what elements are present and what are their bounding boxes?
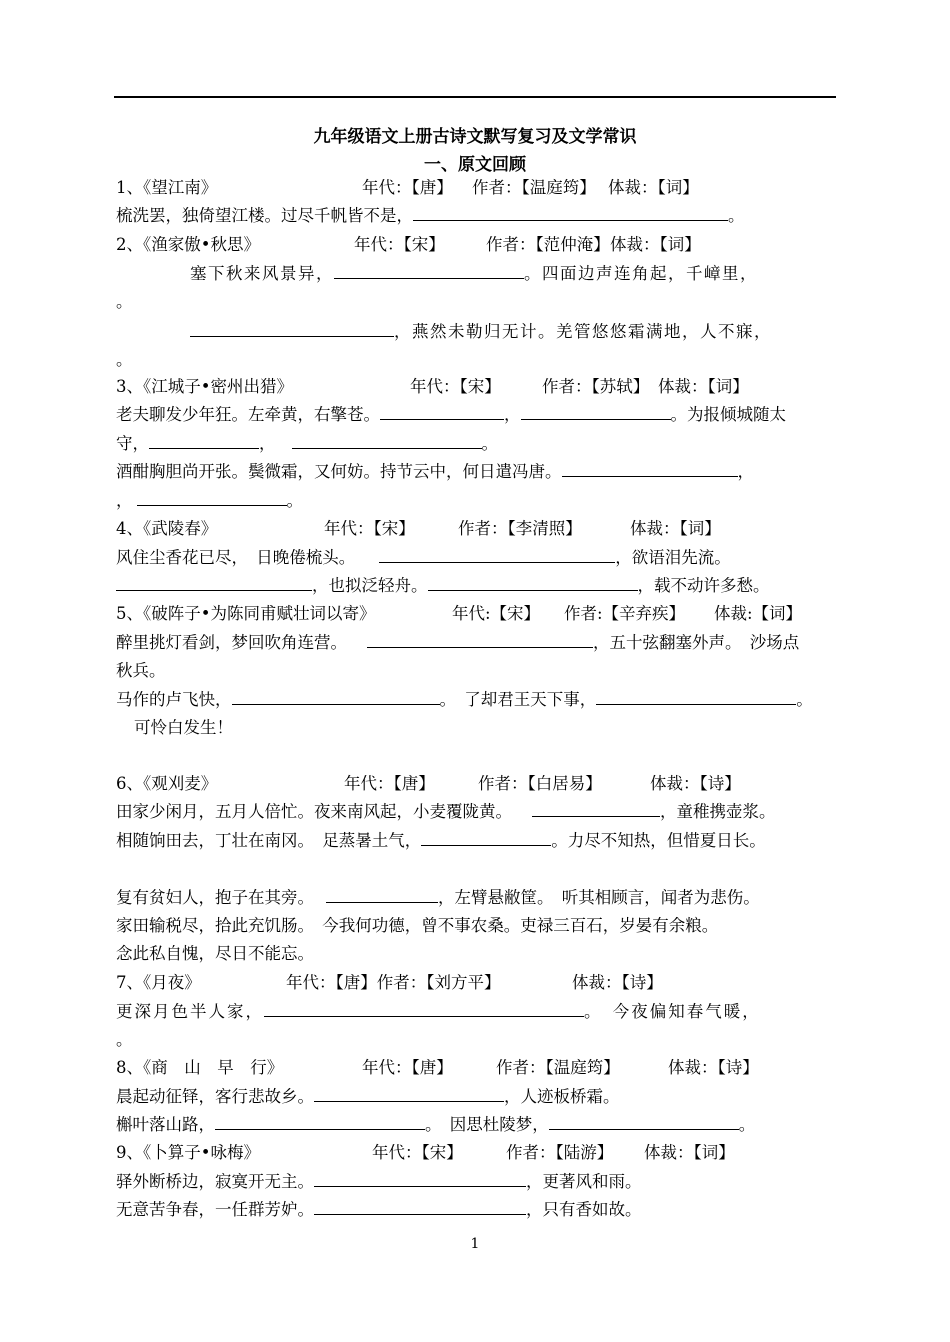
poem-title: 4、《武陵春》 bbox=[116, 519, 218, 538]
poem-author: 作者：【苏轼】 bbox=[542, 377, 650, 396]
poem-heading-7 bbox=[116, 973, 663, 993]
verse-line: 守， ， 。 bbox=[116, 434, 498, 453]
poem-title: 7、《月夜》 bbox=[116, 973, 201, 992]
verse-line: 复有贫妇人，抱子在其旁。 ，左臂悬敝筐。 听其相顾言，闻者为悲伤。 bbox=[116, 888, 760, 907]
poem-genre: 体裁：【诗】 bbox=[668, 1058, 759, 1077]
poem-era: 年代：【宋】 bbox=[410, 377, 501, 396]
poem-genre: 体裁：【词】 bbox=[644, 1143, 735, 1162]
verse-line: 相随饷田去，丁壮在南冈。 足蒸暑土气， 。力尽不知热，但惜夏日长。 bbox=[116, 831, 766, 850]
section-heading: 一、原文回顾 bbox=[424, 155, 526, 175]
verse-line: 马作的卢飞快， 。 了却君王天下事， 。 bbox=[116, 690, 813, 709]
poem-genre: 体裁:【词】 bbox=[714, 604, 803, 623]
verse-line: 酒酣胸胆尚开张。鬓微霜，又何妨。持节云中，何日遣冯唐。 ， bbox=[116, 462, 754, 481]
verse-line: 无意苦争春，一任群芳妒。 ，只有香如故。 bbox=[116, 1200, 642, 1219]
poem-heading-5 bbox=[116, 604, 802, 624]
blank-field[interactable] bbox=[532, 802, 660, 817]
verse-line: 更深月色半人家， 。 今夜偏知春气暖， bbox=[116, 1002, 761, 1021]
verse-line: 醉里挑灯看剑，梦回吹角连营。 ，五十弦翻塞外声。 沙场点 bbox=[116, 633, 800, 652]
blank-field[interactable] bbox=[428, 576, 638, 591]
poem-heading-3 bbox=[116, 377, 749, 397]
blank-field[interactable] bbox=[334, 264, 524, 279]
blank-field[interactable] bbox=[264, 1002, 584, 1017]
verse-line: 槲叶落山路， 。 因思杜陵梦， 。 bbox=[116, 1115, 756, 1134]
verse-line: 可怜白发生！ bbox=[134, 718, 233, 737]
verse-line: ， 。 bbox=[116, 491, 303, 510]
page-number: 1 bbox=[470, 1236, 480, 1252]
blank-field[interactable] bbox=[549, 1115, 739, 1130]
poem-era: 年代:【宋】 bbox=[452, 604, 541, 623]
poem-author: 作者：【温庭筠】 bbox=[496, 1058, 620, 1077]
verse-line: 。 bbox=[116, 1030, 133, 1049]
blank-field[interactable] bbox=[215, 1115, 425, 1130]
blank-field[interactable] bbox=[380, 405, 504, 420]
blank-field[interactable] bbox=[326, 888, 438, 903]
verse-line: 风住尘香花已尽， 日晚倦梳头。 ，欲语泪先流。 bbox=[116, 548, 731, 567]
verse-line: 塞下秋来风景异， 。四面边声连角起，千嶂里， bbox=[190, 264, 758, 283]
blank-field[interactable] bbox=[190, 322, 394, 337]
verse-line: ，燕然未勒归无计。羌管悠悠霜满地，人不寐， bbox=[190, 322, 772, 342]
poem-author: 作者:【辛弃疾】 bbox=[564, 604, 686, 623]
poem-era: 年代：【唐】 bbox=[362, 178, 453, 197]
poem-title: 2、《渔家傲•秋思》 bbox=[116, 235, 260, 254]
poem-heading-9 bbox=[116, 1143, 735, 1163]
poem-genre: 体裁：【词】 bbox=[630, 519, 721, 538]
poem-title: 9、《卜算子•咏梅》 bbox=[116, 1143, 260, 1162]
verse-line: 家田输税尽，拾此充饥肠。 今我何功德，曾不事农桑。吏禄三百石，岁晏有余粮。 bbox=[116, 916, 719, 935]
verse-line: 梳洗罢，独倚望江楼。过尽千帆皆不是， 。 bbox=[116, 206, 745, 225]
blank-field[interactable] bbox=[232, 690, 440, 705]
blank-field[interactable] bbox=[562, 462, 738, 477]
verse-line: 晨起动征铎，客行悲故乡。 ，人迹板桥霜。 bbox=[116, 1087, 620, 1106]
blank-field[interactable] bbox=[314, 1172, 526, 1187]
blank-field[interactable] bbox=[137, 491, 287, 506]
poem-author: 作者：【李清照】 bbox=[458, 519, 582, 538]
verse-line: 老夫聊发少年狂。左牵黄，右擎苍。 ， 。为报倾城随太 bbox=[116, 405, 786, 424]
verse-line: 。 bbox=[116, 292, 133, 311]
blank-field[interactable] bbox=[421, 831, 551, 846]
document-title: 九年级语文上册古诗文默写复习及文学常识 bbox=[313, 127, 637, 147]
poem-title: 6、《观刈麦》 bbox=[116, 774, 218, 793]
verse-line: ，也拟泛轻舟。 ，载不动许多愁。 bbox=[116, 576, 770, 596]
poem-genre: 体裁：【词】 bbox=[658, 377, 749, 396]
poem-genre: 体裁：【词】 bbox=[610, 235, 701, 254]
poem-genre: 体裁：【诗】 bbox=[572, 973, 663, 992]
blank-field[interactable] bbox=[314, 1200, 526, 1215]
poem-era: 年代：【唐】 bbox=[362, 1058, 453, 1077]
blank-field[interactable] bbox=[149, 434, 259, 449]
poem-title: 5、《破阵子•为陈同甫赋壮词以寄》 bbox=[116, 604, 376, 623]
blank-field[interactable] bbox=[413, 206, 728, 221]
verse-line: 。 bbox=[116, 350, 133, 369]
verse-line: 念此私自愧，尽日不能忘。 bbox=[116, 944, 314, 963]
poem-author: 作者：【范仲淹】 bbox=[486, 235, 610, 254]
poem-era: 年代：【唐】作者：【刘方平】 bbox=[286, 973, 501, 992]
poem-genre: 体裁：【词】 bbox=[608, 178, 699, 197]
blank-field[interactable] bbox=[116, 576, 312, 591]
header-rule bbox=[114, 96, 836, 98]
poem-author: 作者：【温庭筠】 bbox=[472, 178, 596, 197]
blank-field[interactable] bbox=[521, 405, 671, 420]
blank-field[interactable] bbox=[314, 1087, 504, 1102]
poem-heading-2 bbox=[116, 235, 701, 255]
poem-heading-4 bbox=[116, 519, 721, 539]
poem-title: 3、《江城子•密州出猎》 bbox=[116, 377, 293, 396]
verse-line: 秋兵。 bbox=[116, 661, 166, 680]
blank-field[interactable] bbox=[596, 690, 796, 705]
poem-title: 8、《商 山 早 行》 bbox=[116, 1058, 284, 1077]
poem-heading-1 bbox=[116, 178, 699, 198]
verse-line: 田家少闲月，五月人倍忙。夜来南风起，小麦覆陇黄。 ，童稚携壶浆。 bbox=[116, 802, 776, 821]
blank-field[interactable] bbox=[292, 434, 482, 449]
blank-field[interactable] bbox=[379, 548, 615, 563]
poem-era: 年代：【宋】 bbox=[372, 1143, 463, 1162]
poem-heading-6 bbox=[116, 774, 741, 794]
poem-title: 1、《望江南》 bbox=[116, 178, 218, 197]
poem-author: 作者：【白居易】 bbox=[478, 774, 602, 793]
blank-field[interactable] bbox=[367, 633, 593, 648]
poem-era: 年代：【唐】 bbox=[344, 774, 435, 793]
poem-era: 年代：【宋】 bbox=[324, 519, 415, 538]
poem-era: 年代：【宋】 bbox=[354, 235, 445, 254]
poem-heading-8 bbox=[116, 1058, 759, 1078]
verse-line: 驿外断桥边，寂寞开无主。 ，更著风和雨。 bbox=[116, 1172, 642, 1191]
poem-author: 作者：【陆游】 bbox=[506, 1143, 614, 1162]
poem-genre: 体裁：【诗】 bbox=[650, 774, 741, 793]
